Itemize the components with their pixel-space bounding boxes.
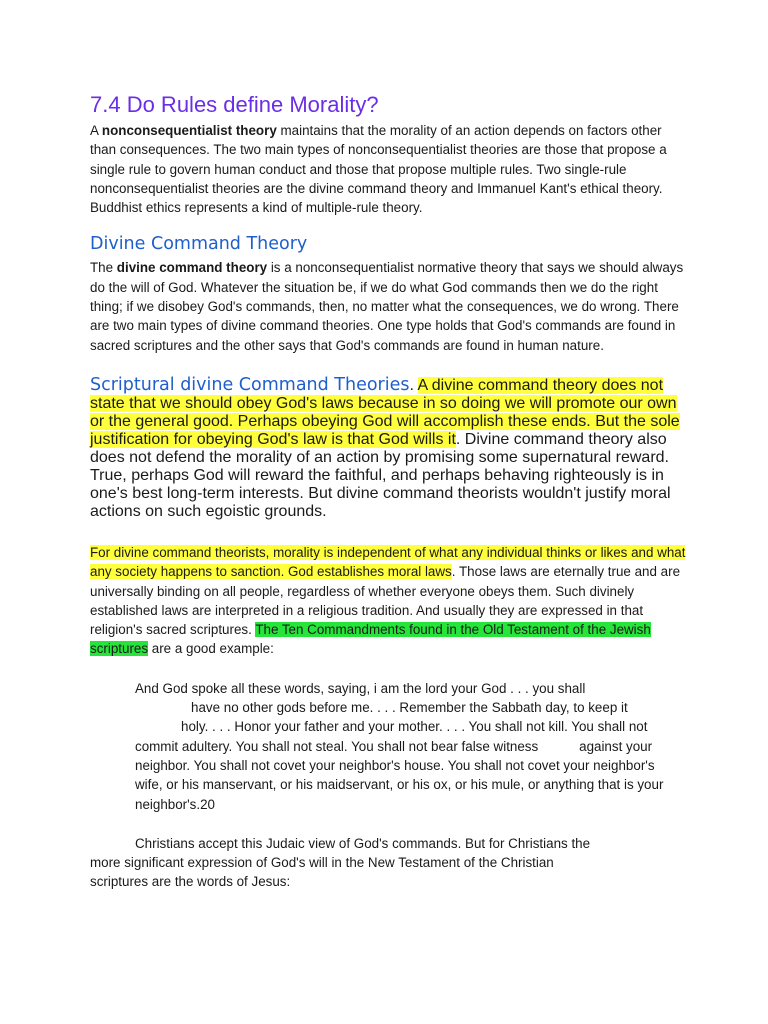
intro-rest: maintains that the morality of an action depends on factors other than consequences. The two main types of nonconsequentialist theories are those that propose a single rule to govern human conduct and those that propose multiple rules. Two single-rule nonconsequentialist theories are the divine command theory and Immanuel Kant's ethical theory. Buddhist ethics represents a kind of multiple-rule theory.: [90, 123, 667, 216]
quote-line: neighbor's.20: [135, 796, 215, 812]
scriptural-heading: Scriptural divine Command Theories: [90, 374, 410, 395]
document-page: [90, 92, 690, 892]
morality-mid: . Those laws are eternally true and are universally binding on all people, regardless of whether everyone obeys them. Such divinely established laws are interpreted in a religious tradition. And usually they are expressed in that religion's sacred scriptures.: [90, 564, 681, 638]
intro-paragraph: [90, 121, 690, 217]
quote-line: holy. . . . Honor your father and your mother. . . . You shall not kill. You shall not: [181, 719, 648, 735]
divine-command-heading: Divine Command Theory: [90, 234, 308, 255]
divine-command-paragraph: [90, 258, 690, 354]
intro-term: nonconsequentialist theory: [101, 123, 277, 138]
closing-line: more significant expression of God's will in the New Testament of the Christian: [90, 855, 554, 871]
ten-commandments-highlight: The Ten Commandments found in the Old Testament of the Jewish scriptures: [90, 622, 651, 657]
intro-lead: A: [90, 123, 102, 138]
quote-line: have no other gods before me. . . . Remember the Sabbath day, to keep it: [191, 700, 628, 716]
morality-end: are a good example:: [148, 641, 274, 657]
scripture-quote: [90, 679, 690, 814]
closing-paragraph: [90, 834, 690, 892]
dct-term: divine command theory: [116, 260, 268, 276]
dct-rest: is a nonconsequentialist normative theory that says we should always do the will of God. Whatever the situation be, if we do what God commands then we do the right thing; if we disobey God's commands, then, no matter what the consequences, we do wrong. There are two main types of divine command theories. One type holds that God's commands are found in sacred scriptures and the other says that God's commands are found in human nature.: [90, 260, 684, 353]
page-title: 7.4 Do Rules define Morality?: [90, 92, 379, 117]
quote-line: wife, or his manservant, or his maidservant, or his ox, or his mule, or anything that is your: [135, 777, 664, 793]
quote-line: commit adultery. You shall not steal. You shall not bear false witness against your: [135, 738, 653, 754]
closing-line: scriptures are the words of Jesus:: [90, 874, 291, 890]
dct-lead: The: [90, 260, 117, 276]
quote-line: neighbor. You shall not covet your neighbor's house. You shall not covet your neighbor's: [135, 757, 655, 773]
scriptural-highlight: A divine command theory does not state that we should obey God's laws because in so doing we will promote our own or the general good. Perhaps obeying God will accomplish these ends. But the sole justification for obeying God's law is that God wills it: [90, 376, 680, 448]
closing-line: Christians accept this Judaic view of God's commands. But for Christians the: [135, 835, 591, 851]
divine-command-heading-block: [90, 231, 690, 258]
scriptural-sep: .: [409, 376, 418, 394]
quote-line: And God spoke all these words, saying, i am the lord your God . . . you shall: [135, 680, 586, 696]
morality-highlight: For divine command theorists, morality is independent of what any individual thinks or likes and what any society happens to sanction. God establishes moral laws: [90, 544, 686, 580]
scriptural-rest: . Divine command theory also does not defend the morality of an action by promising some supernatural reward. True, perhaps God will reward the faithful, and perhaps behaving righteously is in one's best long-term interests. But divine command theorists wouldn't justify moral actions on such egoistic grounds.: [90, 430, 671, 520]
morality-independent-paragraph: [90, 543, 690, 659]
